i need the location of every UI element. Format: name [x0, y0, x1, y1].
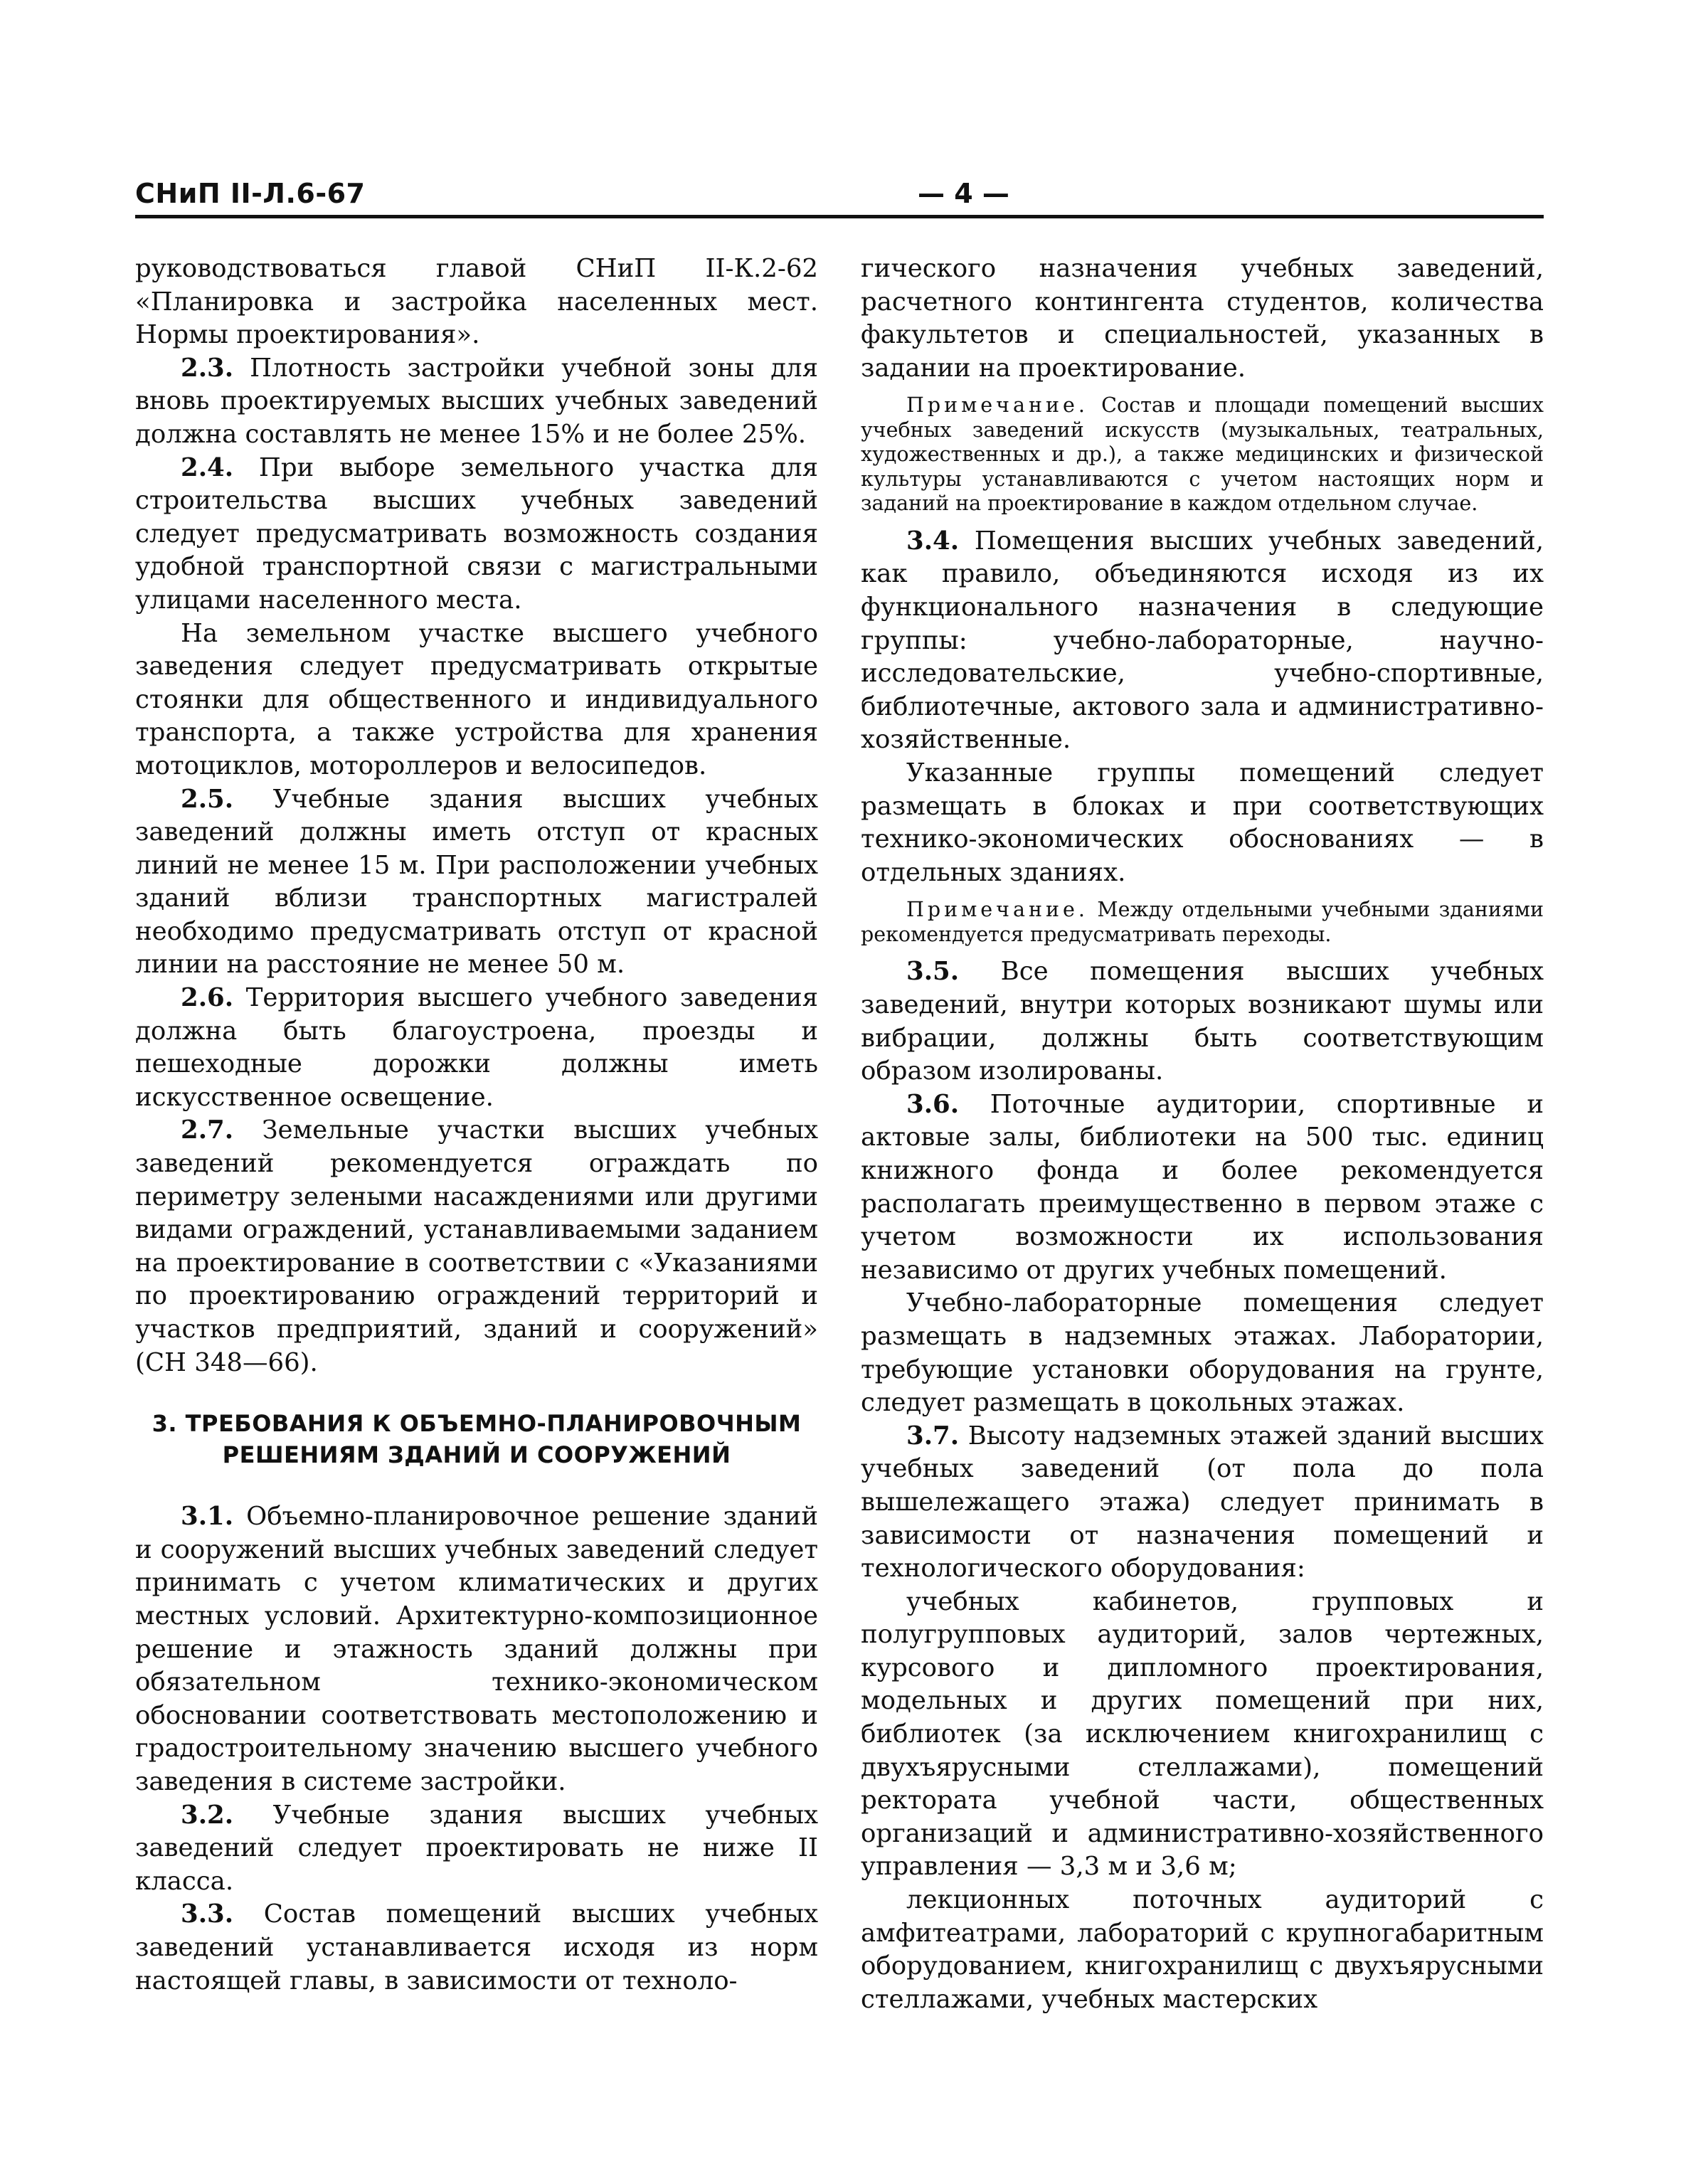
paragraph: руководствоваться главой СНиП II-К.2-62 «Планировка и застройка населенных мест. Нормы проектирования». — [135, 254, 818, 350]
paragraph: На земельном участке высшего учебного заведения следует предусматривать открытые стоянки для общественного и индивидуального транспорта, а также устройства для хранения мотоциклов, мотороллеров и велосипедов. — [135, 618, 818, 780]
clause-number: 2.4. — [181, 452, 234, 482]
list-item: лекционных поточных аудиторий с амфитеатрами, лабораторий с крупногабаритным оборудованием, книгохранилищ с двухъярусными стеллажами, учебных мастерских — [861, 1885, 1544, 2014]
clause-2-4: 2.4. При выборе земельного участка для строительства высших учебных заведений следует предусматривать возможность создания удобной транспортной связи с магистральными улицами населенного места. — [135, 452, 818, 615]
clause-number: 3.5. — [906, 957, 960, 987]
clause-3-4: 3.4. Помещения высших учебных заведений, как правило, объединяются исходя из их функционального назначения в следующие группы: учебно-лабораторные, научно-исследовательские, учебно-спортивные, библиотечные, актового зала и административно-хозяйственные. — [861, 526, 1544, 755]
clause-3-1: 3.1. Объемно-планировочное решение зданий и сооружений высших учебных заведений следует принимать с учетом климатических и других местных условий. Архитектурно-композиционное решение и этажность зданий должны при обязательном технико-экономическом обосновании соответствовать местоположению и градостроительному значению высшего учебного заведения в системе застройки. — [135, 1502, 818, 1796]
right-column — [861, 253, 1544, 2016]
clause-number: 2.5. — [181, 784, 234, 814]
paragraph: Указанные группы помещений следует размещать в блоках и при соответствующих технико-экономических обоснованиях — в отдельных зданиях. — [861, 758, 1544, 887]
section-heading — [135, 1408, 818, 1470]
note: Примечание. Между отдельными учебными зданиями рекомендуется предусматривать переходы. — [861, 898, 1544, 946]
page-number: — 4 — — [918, 178, 1009, 209]
clause-3-6: 3.6. Поточные аудитории, спортивные и актовые залы, библиотеки на 500 тыс. единиц книжного фонда и более рекомендуется располагать преимущественно в первом этаже с учетом возможности их использования независимо от других учебных помещений. — [861, 1089, 1544, 1285]
section-heading-line: РЕШЕНИЯМ ЗДАНИЙ И СООРУЖЕНИЙ — [222, 1441, 731, 1469]
document-code: СНиП II-Л.6-67 — [135, 178, 366, 209]
left-column — [135, 253, 818, 1998]
clause-3-5: 3.5. Все помещения высших учебных заведений, внутри которых возникают шумы или вибрации, должны быть соответствующим образом изолированы. — [861, 957, 1544, 1086]
clause-3-2: 3.2. Учебные здания высших учебных заведений следует проектировать не ниже II класса. — [135, 1800, 818, 1896]
clause-number: 2.3. — [181, 353, 234, 383]
clause-number: 3.3. — [181, 1899, 234, 1929]
note: Примечание. Состав и площади помещений высших учебных заведений искусств (музыкальных, театральных, художественных и др.), а также медицинских и физической культуры устанавливаются с учетом настоящих норм и заданий на проектирование в каждом отдельном случае. — [861, 393, 1544, 516]
clause-2-6: 2.6. Территория высшего учебного заведения должна быть благоустроена, проезды и пешеходные дорожки должны иметь искусственное освещение. — [135, 983, 818, 1112]
clause-number: 3.4. — [906, 526, 960, 556]
page-header — [135, 178, 1544, 215]
note-label: Примечание. — [906, 898, 1088, 922]
clause-2-7: 2.7. Земельные участки высших учебных заведений рекомендуется ограждать по периметру зелеными насаждениями или другими видами ограждений, устанавливаемыми заданием на проектирование в соответствии с «Указаниями по проектированию ограждений территорий и участков предприятий, зданий и сооружений» (СН 348—66). — [135, 1115, 818, 1377]
clause-2-5: 2.5. Учебные здания высших учебных заведений должны иметь отступ от красных линий не менее 15 м. При расположении учебных зданий вблизи транспортных магистралей необходимо предусматривать отступ от красной линии на расстояние не менее 50 м. — [135, 784, 818, 980]
clause-number: 3.1. — [181, 1502, 234, 1532]
note-label: Примечание. — [906, 393, 1088, 418]
clause-3-3: 3.3. Состав помещений высших учебных заведений устанавливается исходя из норм настоящей главы, в зависимости от технолo- — [135, 1899, 818, 1995]
list-item: учебных кабинетов, групповых и полугрупповых аудиторий, залов чертежных, курсового и дипломного проектирования, модельных и других помещений при них, библиотек (за исключением книгохранилищ с двухъярусными стеллажами), помещений ректората учебной части, общественных организаций и административно-хозяйственного управления — 3,3 м и 3,6 м; — [861, 1586, 1544, 1882]
clause-3-7: 3.7. Высоту надземных этажей зданий высших учебных заведений (от пола до пола вышележащего этажа) следует принимать в зависимости от назначения помещений и технологического оборудования: — [861, 1421, 1544, 1584]
clause-number: 3.7. — [906, 1421, 960, 1451]
paragraph: Учебно-лабораторные помещения следует размещать в надземных этажах. Лаборатории, требующие установки оборудования на грунте, следует размещать в цокольных этажах. — [861, 1288, 1544, 1418]
paragraph: гического назначения учебных заведений, расчетного контингента студентов, количества факультетов и специальностей, указанных в задании на проектирование. — [861, 254, 1544, 383]
clause-number: 3.6. — [906, 1089, 960, 1119]
clause-number: 3.2. — [181, 1800, 234, 1830]
header-rule — [135, 215, 1544, 218]
section-heading-line: 3. ТРЕБОВАНИЯ К ОБЪЕМНО-ПЛАНИРОВОЧНЫМ — [152, 1410, 802, 1438]
clause-2-3: 2.3. Плотность застройки учебной зоны для вновь проектируемых высших учебных заведений должна составлять не менее 15% и не более 25%. — [135, 353, 818, 449]
clause-number: 2.6. — [181, 983, 234, 1013]
clause-number: 2.7. — [181, 1115, 234, 1145]
